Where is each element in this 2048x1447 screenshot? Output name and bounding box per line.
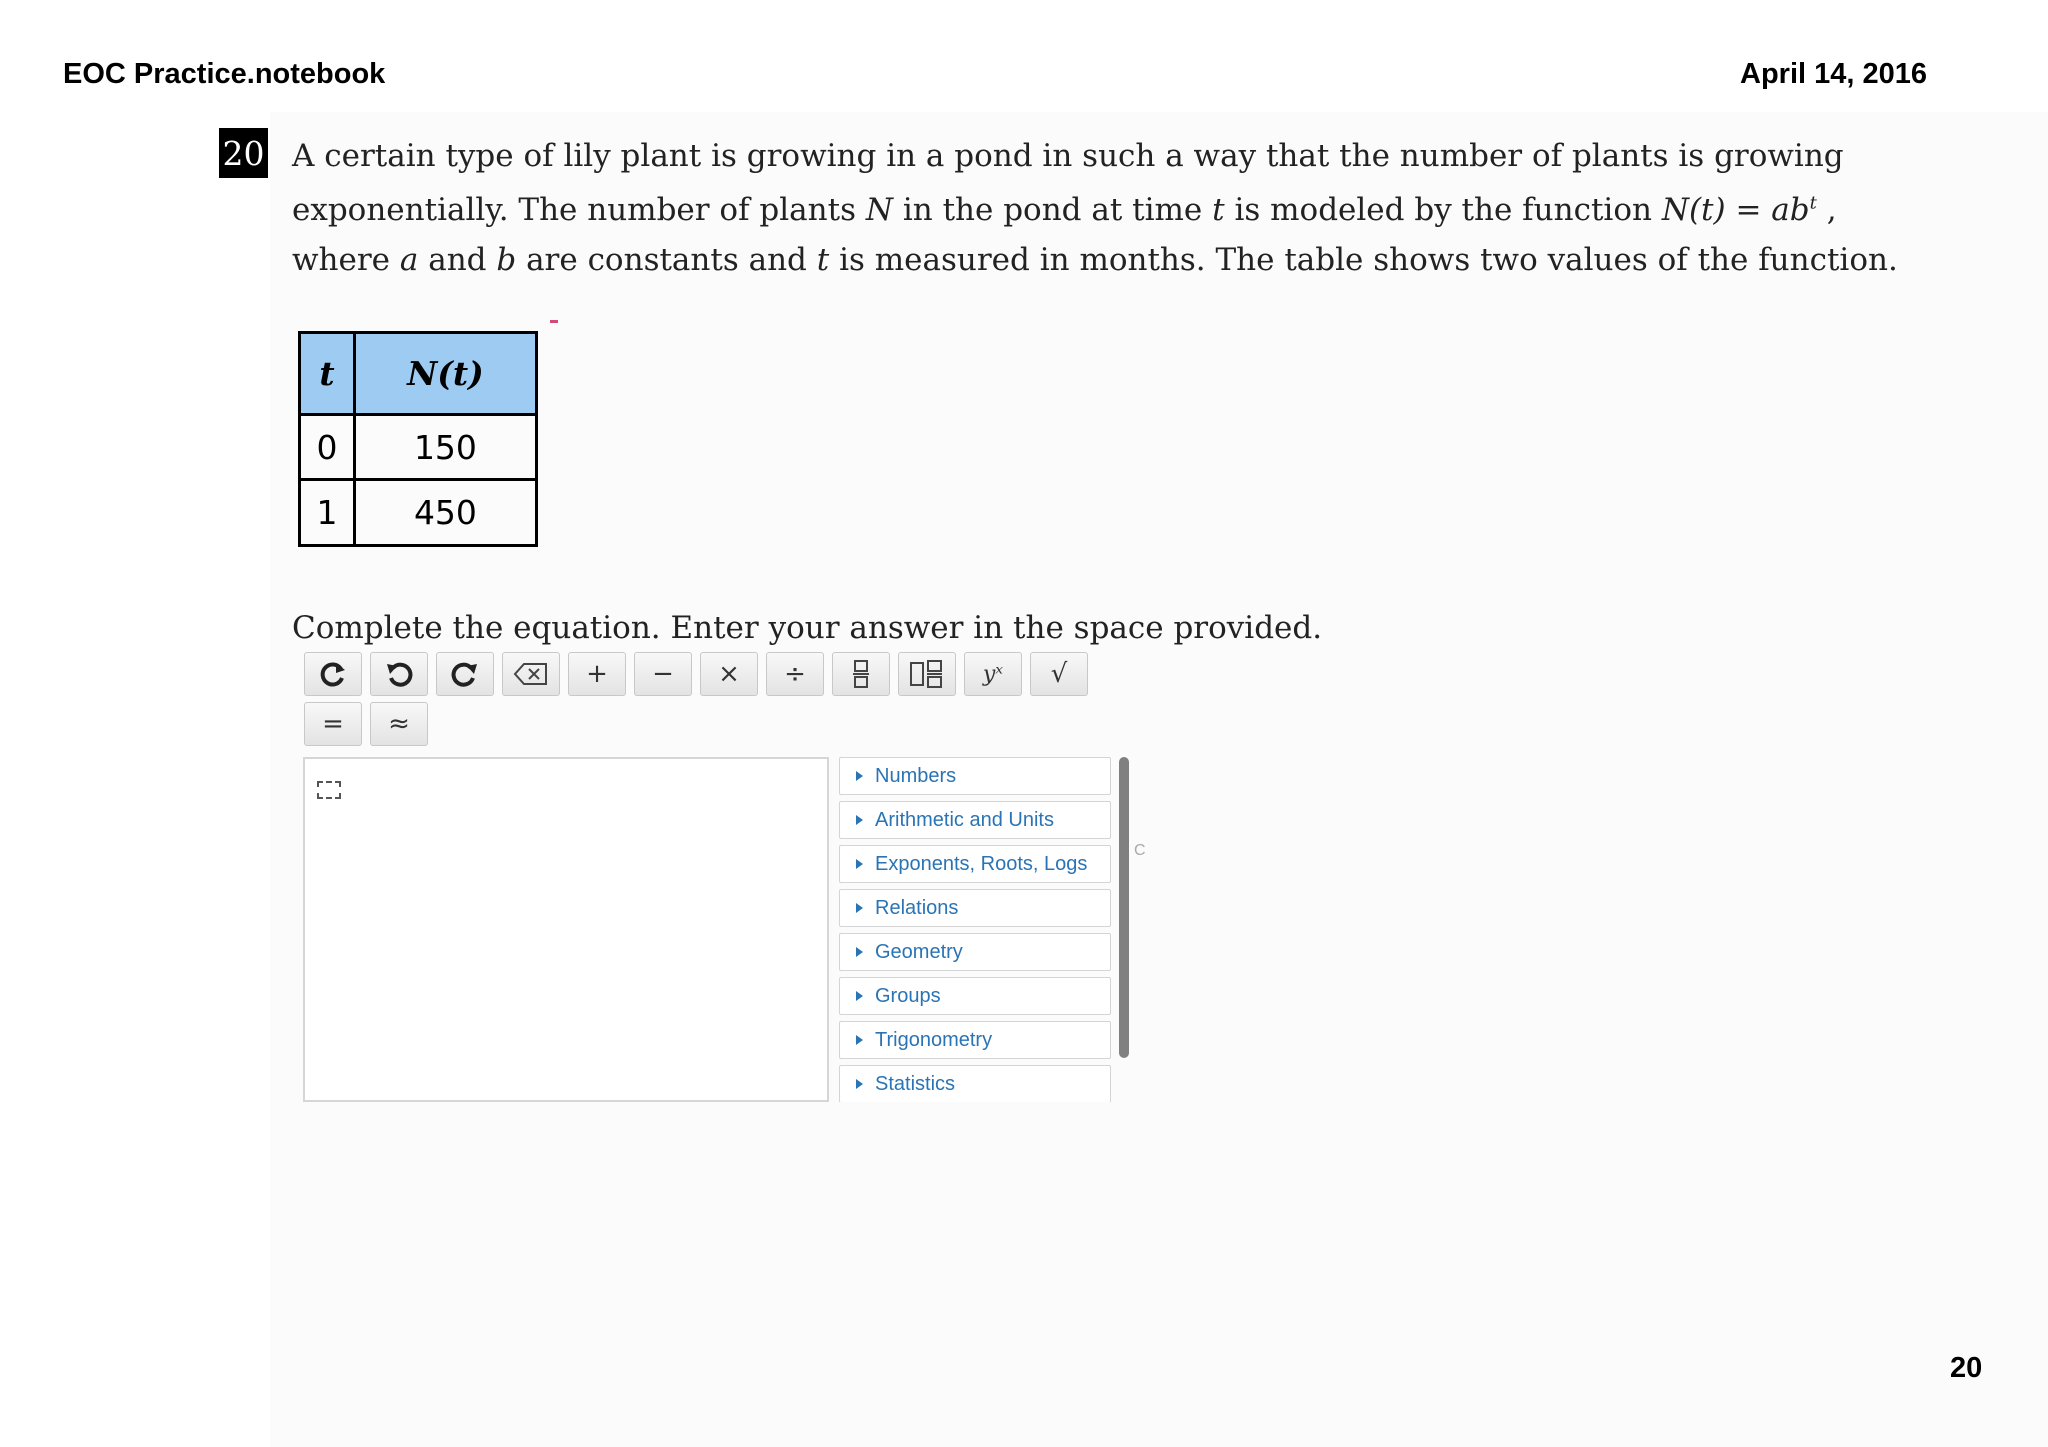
function-rhs: ab — [1771, 192, 1810, 228]
function-exponent: t — [1809, 192, 1817, 214]
expand-triangle-icon — [856, 903, 863, 913]
backspace-icon — [513, 661, 549, 687]
category-label: Statistics — [875, 1072, 956, 1095]
answer-input[interactable] — [303, 757, 829, 1102]
category-label: Exponents, Roots, Logs — [875, 852, 1088, 875]
variable-N: N — [865, 192, 893, 228]
table-cell: 150 — [354, 414, 536, 480]
category-label: Trigonometry — [875, 1028, 993, 1051]
instruction-text: Complete the equation. Enter your answer in the space provided. — [292, 610, 1323, 646]
question-text-fragment: and — [418, 242, 497, 278]
category-label: Relations — [875, 896, 959, 919]
question-line-1: A certain type of lily plant is growing in a pond in such a way that the number of plants is growing — [292, 138, 1844, 174]
category-item[interactable] — [839, 845, 1111, 883]
table-cell: 0 — [300, 414, 355, 480]
table-cell: 450 — [354, 480, 536, 546]
reset-button[interactable] — [304, 652, 362, 696]
question-text-fragment: is modeled by the function — [1224, 192, 1662, 228]
variable-b: b — [496, 242, 517, 278]
redo-icon — [451, 660, 479, 688]
fraction-icon — [851, 659, 871, 689]
expand-triangle-icon — [856, 771, 863, 781]
page-number: 20 — [1950, 1352, 1983, 1384]
category-item[interactable] — [839, 1065, 1111, 1102]
question-text-fragment: exponentially. The number of plants — [292, 192, 866, 228]
category-item[interactable] — [839, 757, 1111, 795]
category-scrollbar[interactable] — [1119, 757, 1129, 1058]
question-text-fragment: is measured in months. The table shows two values of the function. — [829, 242, 1898, 278]
variable-t: t — [816, 242, 830, 278]
redo-button[interactable] — [436, 652, 494, 696]
plus-button[interactable]: + — [568, 652, 626, 696]
page-date: April 14, 2016 — [1740, 58, 1927, 90]
refresh-icon — [319, 660, 347, 688]
category-label: Numbers — [875, 764, 957, 787]
category-list — [839, 757, 1111, 1102]
values-table — [298, 331, 538, 547]
mixed-number-button[interactable] — [898, 652, 956, 696]
expand-triangle-icon — [856, 859, 863, 869]
undo-icon — [385, 660, 413, 688]
times-button[interactable]: × — [700, 652, 758, 696]
table-header-cell: t — [300, 333, 355, 415]
question-line-3 — [292, 242, 1898, 278]
expand-triangle-icon — [856, 815, 863, 825]
question-text-fragment: , — [1816, 192, 1837, 228]
undo-button[interactable] — [370, 652, 428, 696]
decorative-mark — [550, 320, 558, 323]
variable-a: a — [399, 242, 419, 278]
equals-button[interactable]: = — [304, 702, 362, 746]
power-button[interactable]: yˣ — [964, 652, 1022, 696]
backspace-button[interactable] — [502, 652, 560, 696]
sqrt-button[interactable]: √ — [1030, 652, 1088, 696]
expand-triangle-icon — [856, 1035, 863, 1045]
function-lhs: N(t) — [1661, 192, 1726, 228]
expand-triangle-icon — [856, 991, 863, 1001]
category-item[interactable] — [839, 801, 1111, 839]
category-item[interactable] — [839, 977, 1111, 1015]
approx-button[interactable]: ≈ — [370, 702, 428, 746]
question-text-fragment: where — [292, 242, 400, 278]
input-placeholder-box — [317, 781, 341, 799]
mixed-number-icon — [909, 659, 945, 689]
table-header-cell: N(t) — [354, 333, 536, 415]
expand-triangle-icon — [856, 947, 863, 957]
minus-button[interactable]: − — [634, 652, 692, 696]
category-label: Geometry — [875, 940, 963, 963]
fraction-button[interactable] — [832, 652, 890, 696]
category-item[interactable] — [839, 1021, 1111, 1059]
stray-glyph: C — [1134, 842, 1146, 859]
table-cell: 1 — [300, 480, 355, 546]
category-item[interactable] — [839, 889, 1111, 927]
question-number-badge: 20 — [219, 128, 268, 178]
question-text-fragment: in the pond at time — [892, 192, 1213, 228]
question-line-2 — [292, 192, 1837, 228]
category-label: Arithmetic and Units — [875, 808, 1054, 831]
expand-triangle-icon — [856, 1079, 863, 1089]
category-item[interactable] — [839, 933, 1111, 971]
table-header-row — [300, 333, 537, 415]
variable-t: t — [1212, 192, 1225, 228]
category-label: Groups — [875, 984, 941, 1007]
equals-sign: = — [1725, 192, 1772, 228]
question-text-fragment: are constants and — [516, 242, 817, 278]
table-row — [300, 480, 537, 546]
table-row — [300, 414, 537, 480]
notebook-title: EOC Practice.notebook — [63, 58, 386, 90]
divide-button[interactable]: ÷ — [766, 652, 824, 696]
